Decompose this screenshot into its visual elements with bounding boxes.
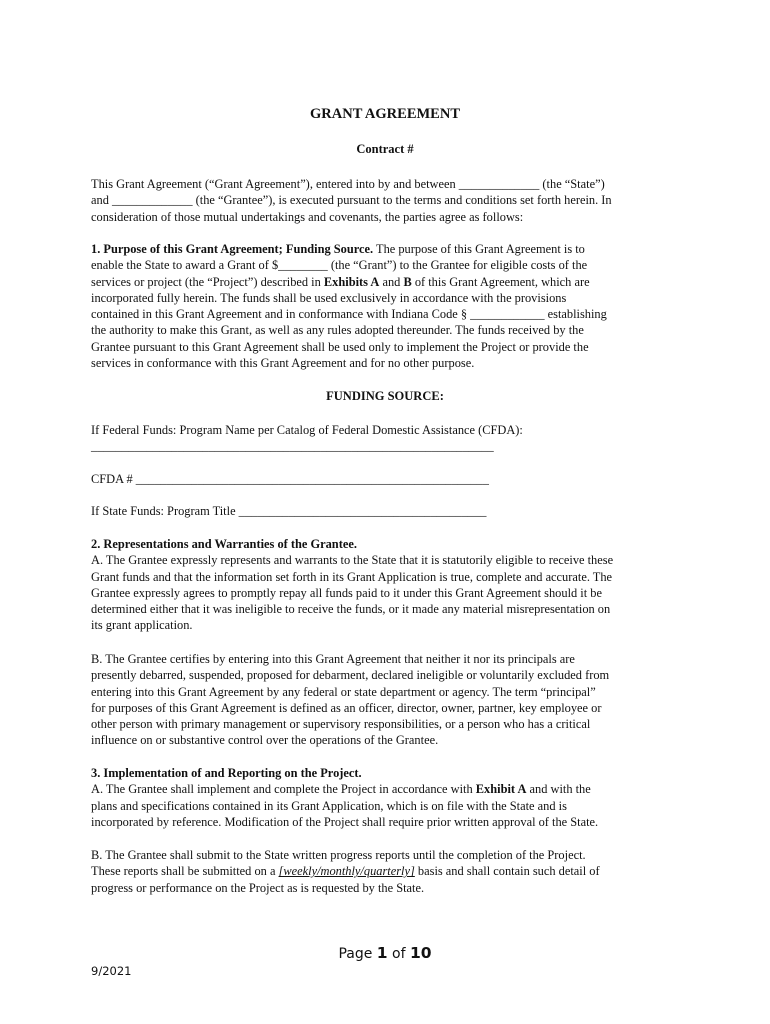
section-1-text: and	[379, 274, 404, 289]
document-title: GRANT AGREEMENT	[310, 106, 460, 122]
section-2-line: B. The Grantee certifies by entering into this Grant Agreement that neither it nor its principals are	[91, 652, 575, 666]
section-2-line: Grant funds and that the information set forth in its Grant Application is true, complete and accurate. The	[91, 569, 613, 584]
section-1-paragraph	[91, 241, 683, 371]
section-2-line: determined either that it was ineligible to receive the funds, or it made any material misrepresentation on	[91, 602, 611, 617]
section-3-paragraph-a	[91, 765, 683, 830]
section-2-paragraph-b	[91, 651, 683, 749]
exhibit-b-ref: B	[403, 274, 412, 289]
section-3-paragraph-b	[91, 847, 683, 896]
section-3-text: These reports shall be submitted on a	[91, 864, 279, 879]
section-2-line: for purposes of this Grant Agreement is defined as an officer, director, owner, partner, key employee or	[91, 700, 602, 715]
section-2-line: entering into this Grant Agreement by any federal or state department or agency. The term “principal”	[91, 684, 596, 699]
section-1-text: services or project (the “Project”) described in	[91, 274, 324, 289]
section-3-line: plans and specifications contained in its Grant Application, which is on file with the State and is	[91, 798, 567, 813]
section-2-line: presently debarred, suspended, proposed for debarment, declared ineligible or voluntarily excluded from	[91, 668, 610, 683]
intro-line: consideration of those mutual undertakings and covenants, the parties agree as follows:	[91, 209, 524, 224]
section-3-line: progress or performance on the Project as is requested by the State.	[91, 880, 425, 895]
section-3-line: B. The Grantee shall submit to the State written progress reports until the completion of the Project.	[91, 848, 586, 862]
exhibits-a-ref: Exhibits A	[323, 274, 380, 289]
section-1-line: Grantee pursuant to this Grant Agreement shall be used only to implement the Project or provide the	[91, 339, 589, 354]
federal-funds-block	[91, 422, 683, 455]
section-2-line: Grantee expressly agrees to promptly repay all funds paid to it under this Grant Agreement should it be	[91, 585, 602, 600]
intro-paragraph	[91, 176, 683, 225]
page-word: Page	[338, 946, 377, 962]
section-2-line: A. The Grantee expressly represents and warrants to the State that it is statutorily eligible to receive these	[91, 553, 614, 568]
section-1-text: of this Grant Agreement, which are	[411, 274, 590, 289]
page-number	[0, 944, 770, 962]
report-frequency-placeholder: [weekly/monthly/quarterly]	[278, 864, 415, 879]
section-1-line: contained in this Grant Agreement and in conformance with Indiana Code § ____________ establishing	[91, 307, 607, 322]
section-2-line: its grant application.	[91, 618, 193, 633]
section-2-line: influence on or substantive control over the operations of the Grantee.	[91, 733, 439, 748]
section-1-text: The purpose of this Grant Agreement is to	[373, 242, 585, 256]
intro-line: and _____________ (the “Grantee”), is executed pursuant to the terms and conditions set forth herein. In	[91, 193, 612, 208]
total-page-count: 10	[409, 944, 432, 962]
intro-line: This Grant Agreement (“Grant Agreement”), entered into by and between _____________ (the “State”)	[91, 177, 605, 191]
section-1-line: the authority to make this Grant, as well as any rules adopted thereunder. The funds received by the	[91, 323, 584, 338]
current-page-number: 1	[376, 944, 388, 962]
section-3-text: A. The Grantee shall implement and complete the Project in accordance with	[91, 782, 476, 797]
section-3-heading: 3. Implementation of and Reporting on the Project.	[91, 766, 362, 780]
section-1-line: services in conformance with this Grant Agreement and for no other purpose.	[91, 356, 475, 371]
section-2-heading: 2. Representations and Warranties of the Grantee.	[91, 537, 357, 551]
section-1-line: incorporated fully herein. The funds shall be used exclusively in accordance with the provisions	[91, 290, 567, 305]
section-3-line: incorporated by reference. Modification of the Project shall require prior written approval of the State.	[91, 814, 599, 829]
cfda-line: CFDA # _________________________________________________________	[91, 472, 489, 486]
section-2-line: other person with primary management or supervisory responsibilities, or a person who has a critical	[91, 717, 591, 732]
contract-number-label: Contract #	[356, 142, 414, 156]
section-3-text: basis and shall contain such detail of	[414, 864, 600, 879]
of-word: of	[387, 946, 410, 962]
revision-date: 9/2021	[91, 964, 132, 978]
section-2-paragraph-a	[91, 536, 683, 634]
section-1-line: enable the State to award a Grant of $________ (the “Grant”) to the Grantee for eligible costs of the	[91, 258, 588, 273]
section-1-heading: 1. Purpose of this Grant Agreement; Funding Source.	[91, 242, 374, 256]
exhibit-a-ref: Exhibit A	[475, 782, 527, 797]
section-3-text: and with the	[526, 782, 591, 797]
federal-funds-blank: _________________________________________________________________	[91, 439, 494, 454]
state-funds-line: If State Funds: Program Title ________________________________________	[91, 504, 487, 518]
funding-source-heading: FUNDING SOURCE:	[326, 389, 444, 403]
federal-funds-line: If Federal Funds: Program Name per Catalog of Federal Domestic Assistance (CFDA):	[91, 423, 523, 437]
